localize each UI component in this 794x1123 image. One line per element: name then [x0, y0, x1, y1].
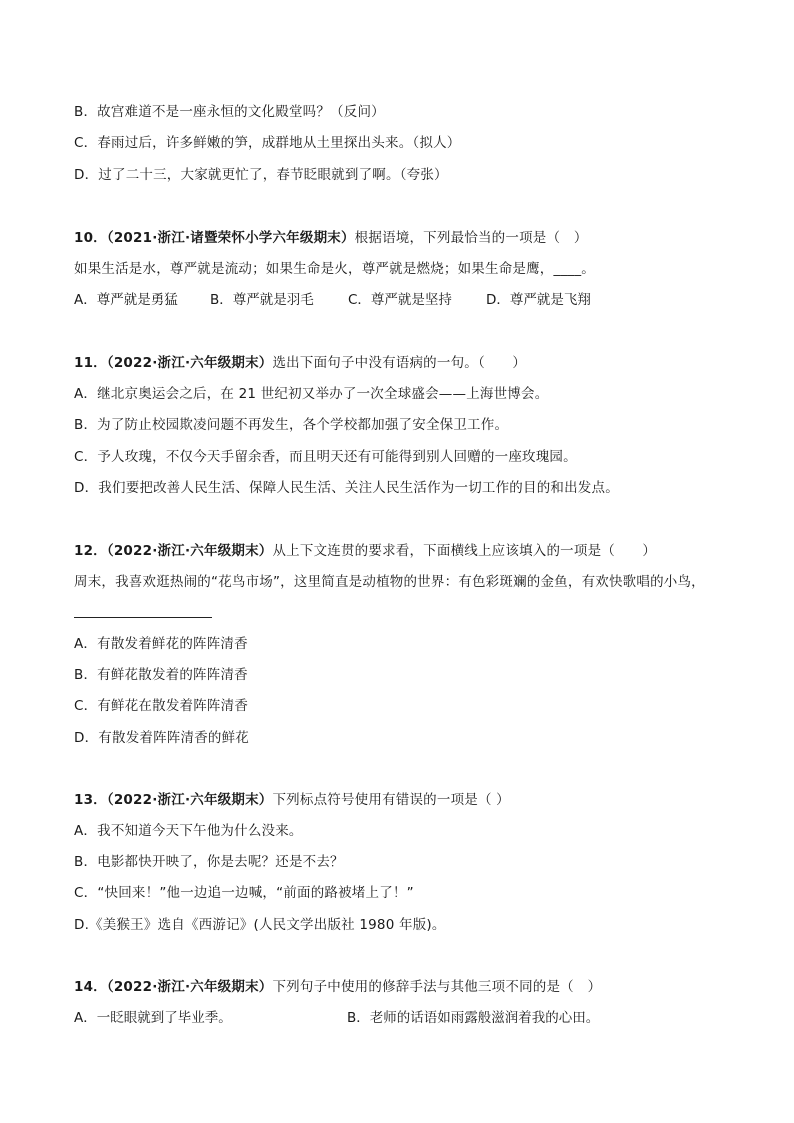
q12-number: 12． [74, 543, 107, 559]
q13-option-d: D.《美猴王》选自《西游记》(人民文学出版社 1980 年版)。 [74, 917, 446, 933]
q10-option-a: A．尊严就是勇猛 [74, 292, 178, 308]
q14-option-b: B．老师的话语如雨露般滋润着我的心田。 [347, 1010, 600, 1026]
q13-option-a: A．我不知道今天下午他为什么没来。 [74, 823, 303, 839]
q14-number: 14． [74, 979, 107, 995]
q10-options [74, 291, 591, 309]
q11-option-b: B．为了防止校园欺凌问题不再发生，各个学校都加强了安全保卫工作。 [74, 417, 509, 433]
q11-heading [74, 354, 526, 372]
q10-number: 10． [74, 230, 107, 246]
q12-heading [74, 542, 656, 560]
q11-option-c: C．予人玫瑰，不仅今天手留余香，而且明天还有可能得到别人回赠的一座玫瑰园。 [74, 449, 577, 465]
q14-option-a: A．一眨眼就到了毕业季。 [74, 1010, 232, 1026]
q14-heading [74, 978, 601, 996]
q14-options [74, 1009, 599, 1027]
q14-source: （2022·浙江·六年级期末） [106, 979, 273, 995]
q9-option-c: C．春雨过后，许多鲜嫩的笋，成群地从土里探出头来。（拟人） [74, 135, 461, 151]
q12-source: （2022·浙江·六年级期末） [106, 543, 273, 559]
q14-stem: 下列句子中使用的修辞手法与其他三项不同的是（ ） [272, 979, 602, 995]
q11-option-d: D．我们要把改善人民生活、保障人民生活、关注人民生活作为一切工作的目的和出发点。 [74, 480, 619, 496]
q13-option-c: C．“快回来！”他一边追一边喊，“前面的路被堵上了！” [74, 885, 414, 901]
q13-number: 13． [74, 792, 107, 808]
q11-source: （2022·浙江·六年级期末） [106, 355, 273, 371]
q12-option-b: B．有鲜花散发着的阵阵清香 [74, 667, 248, 683]
q9-option-d: D．过了二十三，大家就更忙了，春节眨眼就到了啊。（夸张） [74, 167, 448, 183]
q13-heading [74, 791, 510, 809]
q12-option-c: C．有鲜花在散发着阵阵清香 [74, 698, 249, 714]
q12-answer-blank [74, 617, 212, 618]
q13-option-b: B．电影都快开映了，你是去呢？还是不去？ [74, 854, 344, 870]
q11-option-a: A．继北京奥运会之后，在 21 世纪初又举办了一次全球盛会——上海世博会。 [74, 386, 549, 402]
q10-option-b: B．尊严就是羽毛 [210, 292, 314, 308]
q12-context: 周末，我喜欢逛热闹的“花鸟市场”，这里简直是动植物的世界：有色彩斑斓的金鱼，有欢快歌唱的小鸟， [74, 574, 705, 590]
q12-option-a: A．有散发着鲜花的阵阵清香 [74, 636, 248, 652]
q13-stem: 下列标点符号使用有错误的一项是（ ） [272, 792, 510, 808]
q10-heading [74, 229, 588, 247]
q10-option-d: D．尊严就是飞翔 [486, 292, 591, 308]
q10-stem: 根据语境，下列最恰当的一项是（ ） [354, 230, 588, 246]
q10-source: （2021·浙江·诸暨荣怀小学六年级期末） [106, 230, 355, 246]
q10-option-c: C．尊严就是坚持 [348, 292, 452, 308]
q11-stem: 选出下面句子中没有语病的一句。（ ） [272, 355, 527, 371]
q10-context: 如果生活是水，尊严就是流动；如果生命是火，尊严就是燃烧；如果生命是鹰，____。 [74, 261, 595, 277]
q9-option-b: B．故宫难道不是一座永恒的文化殿堂吗？（反问） [74, 104, 385, 120]
q13-source: （2022·浙江·六年级期末） [106, 792, 273, 808]
q12-option-d: D．有散发着阵阵清香的鲜花 [74, 730, 249, 746]
q12-stem: 从上下文连贯的要求看，下面横线上应该填入的一项是（ ） [272, 543, 657, 559]
q11-number: 11． [74, 355, 107, 371]
